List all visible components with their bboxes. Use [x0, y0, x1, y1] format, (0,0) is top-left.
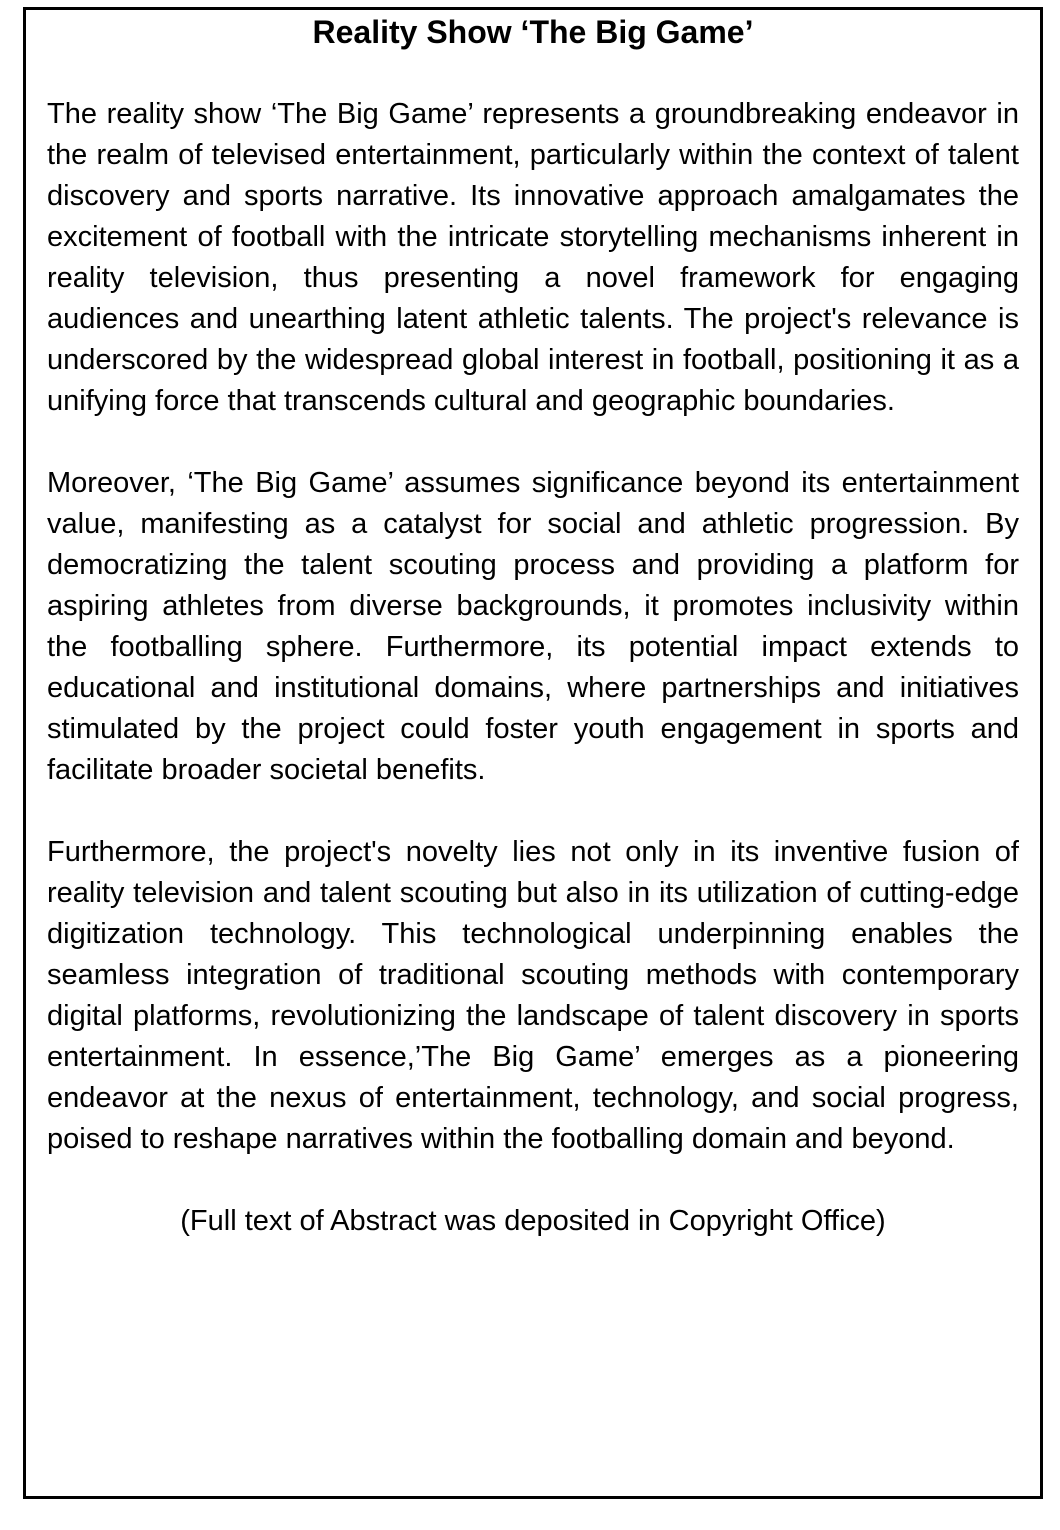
abstract-paragraph-1: The reality show ‘The Big Game’ represents a groundbreaking endeavor in the realm of televised entertainment, particularly within the context of talent discovery and sports narrative. Its innovative approach amalgamates the excitement of football with the intricate storytelling mechanisms inherent in reality television, thus presenting a novel framework for engaging audiences and unearthing latent athletic talents. The project's relevance is underscored by the widespread global interest in football, positioning it as a unifying force that transcends cultural and geographic boundaries.: [47, 98, 1019, 417]
abstract-page: [23, 7, 1043, 1499]
abstract-paragraph-3: Furthermore, the project's novelty lies not only in its inventive fusion of reality television and talent scouting but also in its utilization of cutting-edge digitization technology. This technological underpinning enables the seamless integration of traditional scouting methods with contemporary digital platforms, revolutionizing the landscape of talent discovery in sports entertainment. In essence,’The Big Game’ emerges as a pioneering endeavor at the nexus of entertainment, technology, and social progress, poised to reshape narratives within the footballing domain and beyond.: [47, 836, 1019, 1155]
copyright-deposit-note: (Full text of Abstract was deposited in Copyright Office): [180, 1205, 886, 1237]
page-title: Reality Show ‘The Big Game’: [312, 14, 754, 50]
abstract-paragraph-2: Moreover, ‘The Big Game’ assumes significance beyond its entertainment value, manifesting as a catalyst for social and athletic progression. By democratizing the talent scouting process and providing a platform for aspiring athletes from diverse backgrounds, it promotes inclusivity within the footballing sphere. Furthermore, its potential impact extends to educational and institutional domains, where partnerships and initiatives stimulated by the project could foster youth engagement in sports and facilitate broader societal benefits.: [47, 467, 1019, 786]
